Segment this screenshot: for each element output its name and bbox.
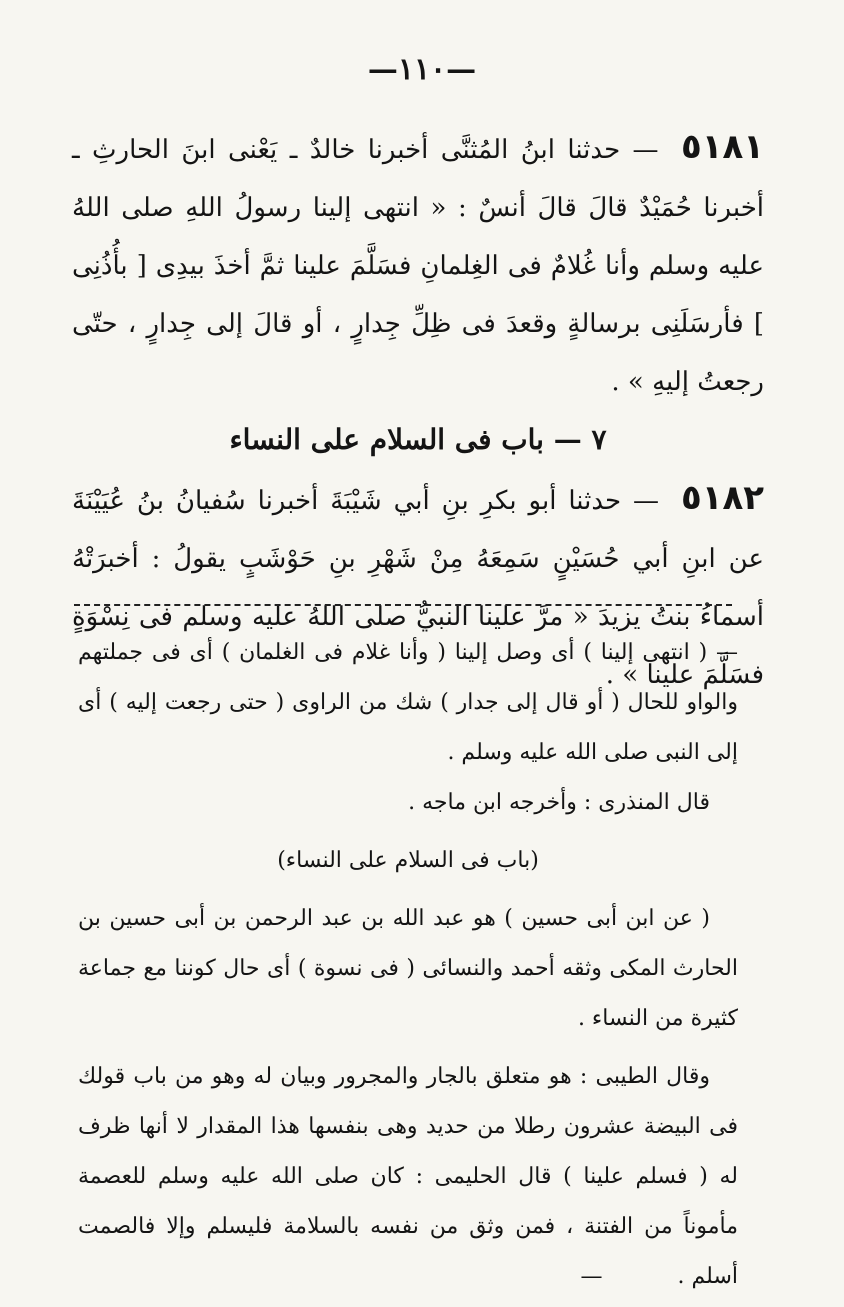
continuation-dash: —: [580, 1264, 603, 1289]
footnote-divider: [74, 604, 732, 606]
hadith-number: ٥١٨١: [680, 127, 764, 167]
hadith-5181: [72, 118, 764, 411]
commentary-paragraph: [78, 1052, 738, 1302]
commentary-paragraph: — ( انتهى إلينا ) أى وصل إلينا ( وأنا غلام فى الغلمان ) أى فى جملتهم والواو للحال ( أو قال إلى جدار ) شك من الراوى ( حتى رجعت إليه ) أى إلى النبى صلى الله عليه وسلم .: [78, 640, 738, 765]
commentary: [78, 628, 738, 1302]
hadith-text: — حدثنا أبو بكرِ بنِ أبي شَيْبَةَ أخبرنا سُفيانُ بنُ عُيَيْنَةَ عن ابنِ أبي حُسَيْنٍ سَمِعَهُ مِنْ شَهْرِ بنِ حَوْشَبٍ يقولُ : أخبرَتْهُ أسماءُ بنتُ يزيدَ « مرَّ علينا النبيُّ صلى اللهُ عليه وسلم فى نِسْوَةٍ فسَلَّمَ علينا » .: [72, 486, 764, 690]
page-number: —١١٠—: [367, 52, 477, 87]
commentary-paragraph: قال المنذرى : وأخرجه ابن ماجه .: [408, 790, 710, 815]
commentary-paragraph: ( عن ابن أبى حسين ) هو عبد الله بن عبد الرحمن بن أبى حسين بن الحارث المكى وثقه أحمد والنسائى ( فى نسوة ) أى حال كوننا مع جماعة كثيرة من النساء .: [78, 906, 738, 1031]
commentary-text: وقال الطيبى : هو متعلق بالجار والمجرور وبيان له وهو من باب قولك فى البيضة عشرون رطلا من حديد وهى بنفسها هذا المقدار لا أنها ظرف له ( فسلم علينا ) قال الحليمى : كان صلى الله عليه وسلم للعصمة مأموناً من الفتنة ، فمن وثق من نفسه بالسلامة فليسلم وإلا فالصمت أسلم .: [78, 1064, 738, 1289]
main-text: [72, 118, 764, 704]
hadith-number: ٥١٨٢: [680, 478, 764, 518]
commentary-chapter-heading: (باب فى السلام على النساء): [277, 848, 539, 873]
chapter-heading: ٧ — باب فى السلام على النساء: [229, 423, 607, 456]
hadith-text: — حدثنا ابنُ المُثنَّى أخبرنا خالدٌ ـ يَعْنى ابنَ الحارثِ ـ أخبرنا حُمَيْدٌ قالَ قالَ أنسٌ : « انتهى إلينا رسولُ اللهِ صلى اللهُ عليه وسلم وأنا غُلامٌ فى الغِلمانِ فسَلَّمَ علينا ثمَّ أخذَ بيدِى [ بأُذُنِى ] فأرسَلَنِى برسالةٍ وقعدَ فى ظِلِّ جِدارٍ ، أو قالَ إلى جِدارٍ ، حتّى رجعتُ إليهِ » .: [72, 135, 764, 397]
